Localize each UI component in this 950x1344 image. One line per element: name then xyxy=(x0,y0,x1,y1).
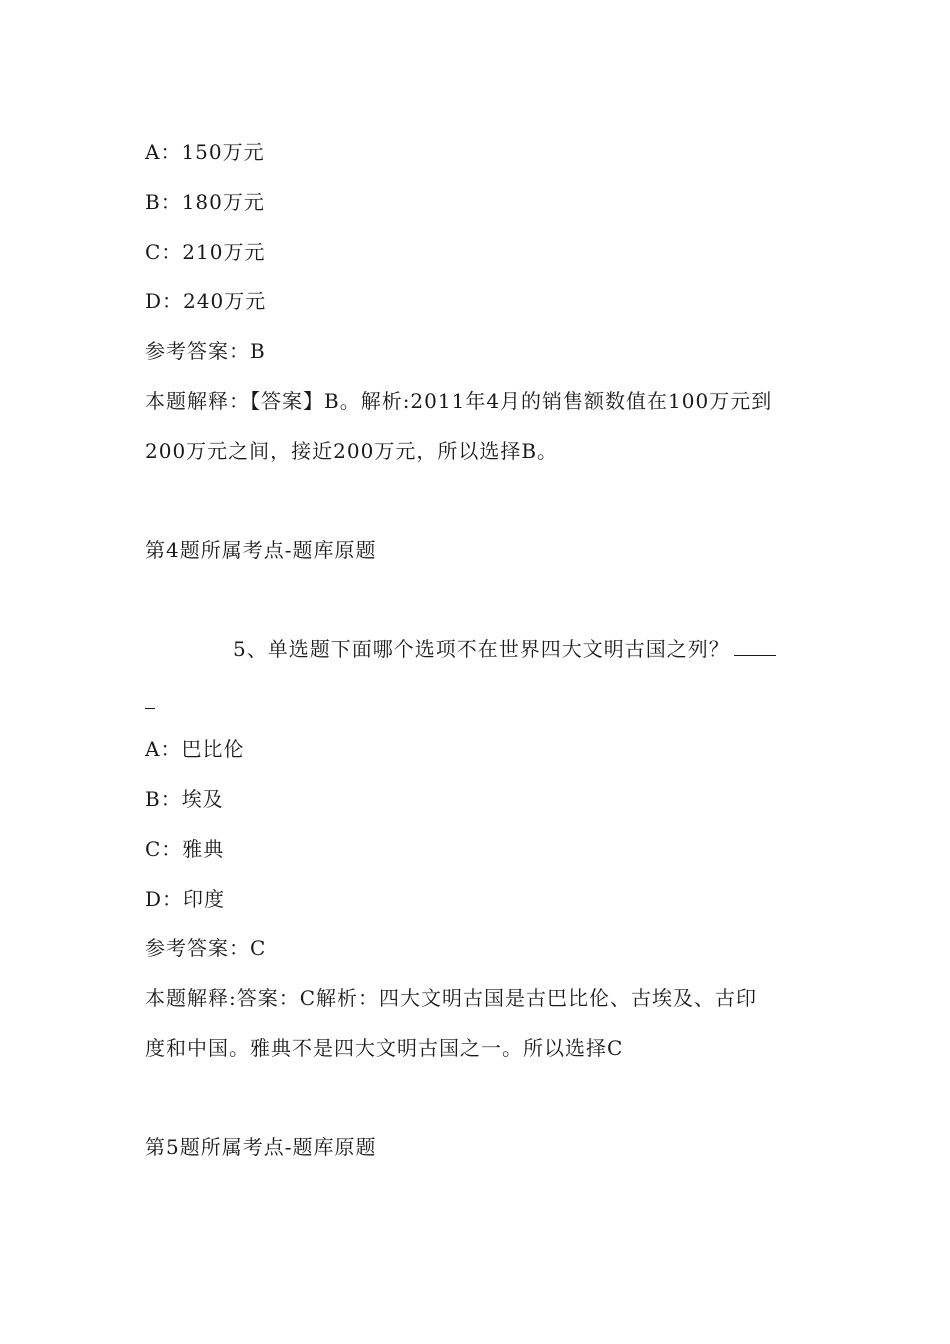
q5-explanation-line2: 度和中国。雅典不是四大文明古国之一。所以选择C xyxy=(145,1036,624,1060)
q5-option-a: A：巴比伦 xyxy=(145,737,245,761)
q5-option-b: B：埃及 xyxy=(145,787,224,811)
q5-source: 第5题所属考点-题库原题 xyxy=(145,1135,377,1159)
q4-answer: 参考答案：B xyxy=(145,339,266,363)
q5-option-c: C：雅典 xyxy=(145,837,225,861)
q4-option-c: C：210万元 xyxy=(145,240,266,264)
q4-explanation-line1: 本题解释：【答案】B。解析:2011年4月的销售额数值在100万元到 xyxy=(145,389,773,413)
q4-explanation-line2: 200万元之间，接近200万元，所以选择B。 xyxy=(145,439,559,463)
q5-question xyxy=(233,635,776,663)
q4-option-b: B：180万元 xyxy=(145,190,265,214)
q5-option-d: D：印度 xyxy=(145,887,226,911)
q4-option-d: D：240万元 xyxy=(145,289,267,313)
answer-blank xyxy=(734,635,776,656)
q5-answer: 参考答案：C xyxy=(145,936,267,960)
q4-option-a: A：150万元 xyxy=(145,140,265,164)
answer-blank-continuation xyxy=(145,708,155,709)
q4-source: 第4题所属考点-题库原题 xyxy=(145,538,377,562)
q5-question-text: 5、单选题下面哪个选项不在世界四大文明古国之列？ xyxy=(233,637,730,661)
q5-explanation-line1: 本题解释:答案：C解析：四大文明古国是古巴比伦、古埃及、古印 xyxy=(145,986,758,1010)
